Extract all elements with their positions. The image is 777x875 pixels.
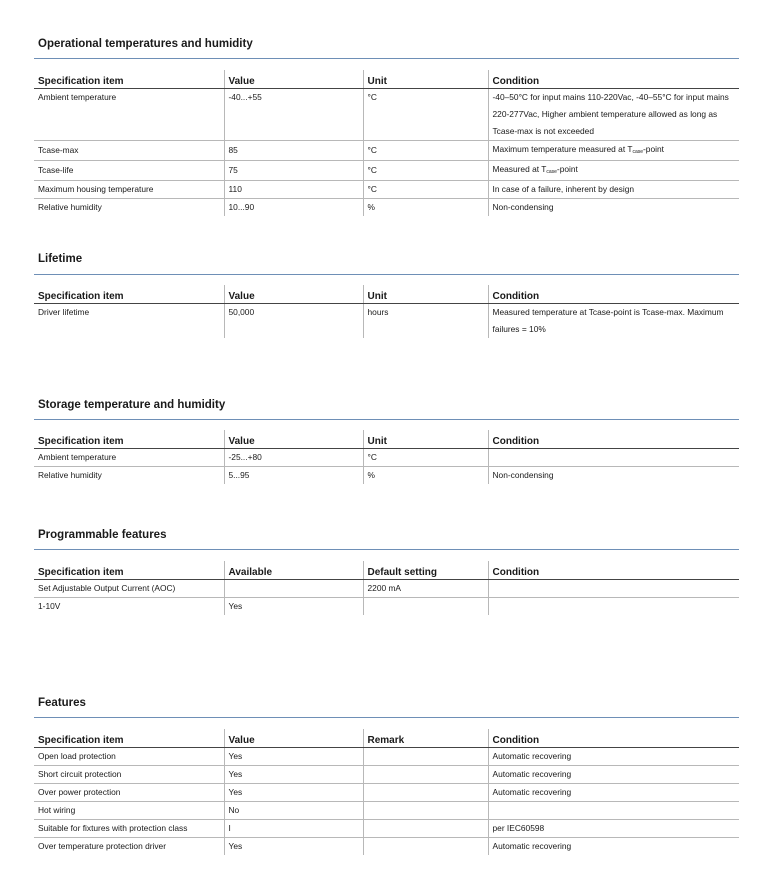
table-cell: °C bbox=[363, 89, 488, 141]
table-row bbox=[34, 598, 739, 616]
title-rule bbox=[34, 274, 739, 275]
spec-table bbox=[34, 70, 739, 216]
table-cell: Ambient temperature bbox=[34, 449, 224, 467]
table-row bbox=[34, 449, 739, 467]
table-cell: Measured temperature at Tcase-point is Tcase-max. Maximum failures = 10% bbox=[488, 304, 739, 339]
table-cell: 1-10V bbox=[38, 601, 61, 611]
cell-text: Maximum temperature measured at T bbox=[492, 144, 633, 154]
table-row bbox=[34, 304, 739, 339]
column-header: Value bbox=[224, 70, 363, 89]
table-cell: Yes bbox=[224, 766, 363, 784]
subscript: case bbox=[546, 169, 557, 175]
table-cell: hours bbox=[363, 304, 488, 339]
section-title: Lifetime bbox=[38, 253, 83, 265]
table-cell bbox=[363, 802, 488, 820]
table-cell bbox=[363, 748, 488, 766]
table-cell: 2200 mA bbox=[363, 580, 488, 598]
title-rule bbox=[34, 549, 739, 550]
column-header: Condition bbox=[488, 430, 739, 449]
column-header: Available bbox=[224, 561, 363, 580]
table-cell bbox=[488, 141, 739, 161]
column-header: Specification item bbox=[34, 285, 224, 304]
table-cell: Over temperature protection driver bbox=[38, 841, 167, 851]
table-cell bbox=[363, 838, 488, 856]
table-cell: Non-condensing bbox=[488, 199, 739, 217]
table-cell: Yes bbox=[224, 598, 363, 616]
section-storage bbox=[34, 397, 739, 480]
table-row bbox=[34, 181, 739, 199]
table-cell: I bbox=[224, 820, 363, 838]
column-header: Specification item bbox=[34, 430, 224, 449]
table-cell bbox=[488, 802, 739, 820]
table-cell: Driver lifetime bbox=[38, 307, 90, 317]
column-header: Condition bbox=[488, 285, 739, 304]
section-features bbox=[34, 695, 739, 851]
column-header: Value bbox=[224, 285, 363, 304]
table-cell: In case of a failure, inherent by design bbox=[488, 181, 739, 199]
table-cell: % bbox=[363, 199, 488, 217]
column-header: Value bbox=[224, 729, 363, 748]
table-cell: 75 bbox=[224, 161, 363, 181]
table-cell: Maximum housing temperature bbox=[34, 181, 224, 199]
section-title: Operational temperatures and humidity bbox=[38, 38, 253, 50]
column-header: Condition bbox=[488, 729, 739, 748]
table-cell bbox=[488, 598, 739, 616]
table-cell bbox=[224, 580, 363, 598]
spec-table bbox=[34, 561, 739, 615]
table-row bbox=[34, 802, 739, 820]
section-operational bbox=[34, 36, 739, 212]
title-rule bbox=[34, 419, 739, 420]
table-cell: Relative humidity bbox=[38, 202, 102, 212]
table-cell: Non-condensing bbox=[488, 467, 739, 485]
spec-table bbox=[34, 430, 739, 484]
section-title: Programmable features bbox=[38, 529, 167, 541]
table-cell: Automatic recovering bbox=[488, 784, 739, 802]
table-cell: -25...+80 bbox=[224, 449, 363, 467]
table-header-row bbox=[34, 561, 739, 580]
table-cell: per IEC60598 bbox=[488, 820, 739, 838]
table-row bbox=[34, 748, 739, 766]
table-cell: Open load protection bbox=[34, 748, 224, 766]
table-row bbox=[34, 580, 739, 598]
table-row bbox=[34, 467, 739, 485]
table-cell: °C bbox=[363, 141, 488, 161]
spec-table bbox=[34, 729, 739, 855]
table-cell: -40–50°C for input mains 110-220Vac, -40–55°C for input mains 220-277Vac, Higher ambient temperature allowed as long as Tcase-max is not exceeded bbox=[488, 89, 739, 141]
column-header: Condition bbox=[488, 561, 739, 580]
table-row bbox=[34, 161, 739, 181]
title-rule bbox=[34, 717, 739, 718]
table-cell bbox=[488, 580, 739, 598]
column-header: Remark bbox=[363, 729, 488, 748]
column-header: Unit bbox=[363, 285, 488, 304]
table-cell: Short circuit protection bbox=[34, 766, 224, 784]
title-rule bbox=[34, 58, 739, 59]
cell-text: Measured at T bbox=[492, 164, 547, 174]
table-cell: 85 bbox=[224, 141, 363, 161]
table-row bbox=[34, 89, 739, 141]
section-lifetime bbox=[34, 251, 739, 334]
table-cell: Automatic recovering bbox=[488, 838, 739, 856]
section-title: Features bbox=[38, 697, 86, 709]
table-cell: °C bbox=[363, 181, 488, 199]
table-row bbox=[34, 141, 739, 161]
column-header: Unit bbox=[363, 430, 488, 449]
column-header: Condition bbox=[488, 70, 739, 89]
spec-table bbox=[34, 285, 739, 338]
table-cell: Tcase-max bbox=[34, 141, 224, 161]
table-cell: 110 bbox=[224, 181, 363, 199]
table-cell: Automatic recovering bbox=[488, 766, 739, 784]
table-header-row bbox=[34, 285, 739, 304]
table-cell: Tcase-life bbox=[34, 161, 224, 181]
table-cell: °C bbox=[363, 449, 488, 467]
table-cell: 50,000 bbox=[224, 304, 363, 339]
table-cell: -40...+55 bbox=[224, 89, 363, 141]
column-header: Specification item bbox=[34, 70, 224, 89]
table-cell: Yes bbox=[224, 838, 363, 856]
section-programmable bbox=[34, 527, 739, 611]
table-header-row bbox=[34, 729, 739, 748]
subscript: case bbox=[632, 149, 644, 155]
table-cell: No bbox=[224, 802, 363, 820]
table-cell: % bbox=[363, 467, 488, 485]
table-cell: Ambient temperature bbox=[34, 89, 224, 141]
section-title: Storage temperature and humidity bbox=[38, 399, 226, 411]
column-header: Specification item bbox=[34, 561, 224, 580]
column-header: Unit bbox=[363, 70, 488, 89]
table-cell bbox=[363, 598, 488, 616]
table-row bbox=[34, 838, 739, 856]
column-header: Specification item bbox=[34, 729, 224, 748]
cell-text: -point bbox=[643, 144, 664, 154]
table-cell bbox=[488, 449, 739, 467]
table-cell bbox=[363, 766, 488, 784]
table-cell: 5...95 bbox=[224, 467, 363, 485]
table-row bbox=[34, 820, 739, 838]
table-cell: Set Adjustable Output Current (AOC) bbox=[34, 580, 224, 598]
table-cell: Relative humidity bbox=[38, 470, 102, 480]
table-row bbox=[34, 784, 739, 802]
table-cell: Automatic recovering bbox=[488, 748, 739, 766]
table-row bbox=[34, 199, 739, 217]
table-cell bbox=[363, 784, 488, 802]
table-cell: Yes bbox=[224, 784, 363, 802]
table-cell: Suitable for fixtures with protection class bbox=[34, 820, 224, 838]
table-cell: 10...90 bbox=[224, 199, 363, 217]
column-header: Value bbox=[224, 430, 363, 449]
table-cell: Hot wiring bbox=[34, 802, 224, 820]
table-cell bbox=[488, 161, 739, 181]
table-cell: Yes bbox=[224, 748, 363, 766]
column-header: Default setting bbox=[363, 561, 488, 580]
table-cell: Over power protection bbox=[34, 784, 224, 802]
cell-text: -point bbox=[556, 164, 578, 174]
table-cell: °C bbox=[363, 161, 488, 181]
table-row bbox=[34, 766, 739, 784]
table-header-row bbox=[34, 70, 739, 89]
table-header-row bbox=[34, 430, 739, 449]
table-cell bbox=[363, 820, 488, 838]
